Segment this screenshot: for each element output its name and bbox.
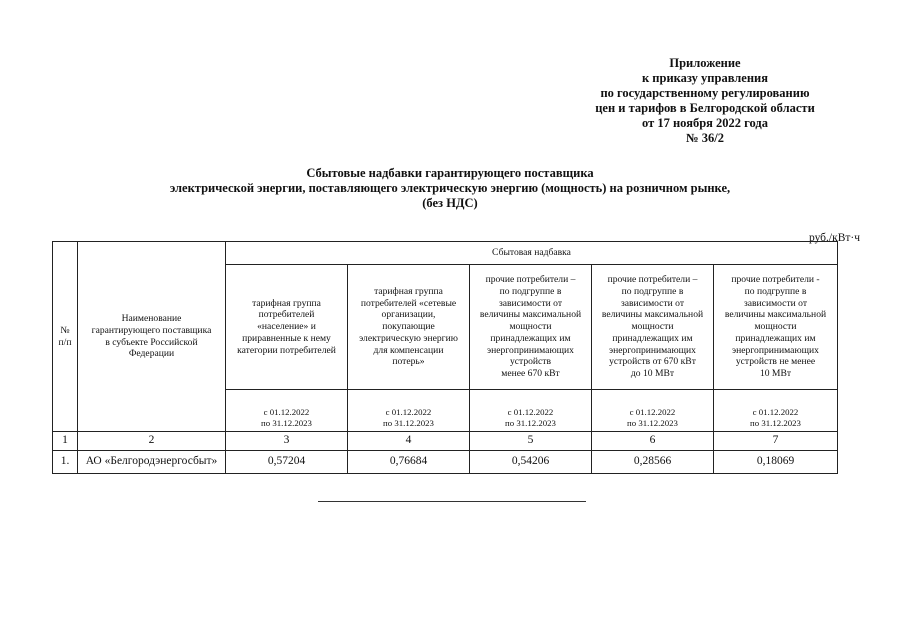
value-cell: 0,54206	[470, 451, 592, 474]
col-name-header: Наименование гарантирующего поставщика в субъекте Российской Федерации	[78, 242, 226, 432]
column-index-row	[53, 432, 838, 451]
value-cell: 0,57204	[226, 451, 348, 474]
title-line: электрической энергии, поставляющего электрическую энергию (мощность) на розничном рынке,	[169, 181, 731, 195]
column-index: 6	[592, 432, 714, 451]
period-cell: с 01.12.2022 по 31.12.2023	[226, 390, 348, 432]
value-cell: 0,76684	[348, 451, 470, 474]
appendix-block	[555, 56, 855, 146]
table-row	[53, 451, 838, 474]
column-index: 2	[78, 432, 226, 451]
subheader-population: тарифная группа потребителей «население» и приравненные к нему категории потребителей	[226, 265, 348, 390]
column-index: 5	[470, 432, 592, 451]
period-cell: с 01.12.2022 по 31.12.2023	[714, 390, 838, 432]
document-title	[90, 166, 810, 211]
appendix-line: по государственному регулированию	[600, 86, 810, 100]
period-cell: с 01.12.2022 по 31.12.2023	[348, 390, 470, 432]
title-line: Сбытовые надбавки гарантирующего поставщика	[306, 166, 594, 180]
appendix-line: цен и тарифов в Белгородской области	[595, 101, 815, 115]
subheader-grid-organizations: тарифная группа потребителей «сетевые организации, покупающие электрическую энергию для компенсации потерь»	[348, 265, 470, 390]
period-cell: с 01.12.2022 по 31.12.2023	[470, 390, 592, 432]
value-cell: 0,28566	[592, 451, 714, 474]
column-index: 7	[714, 432, 838, 451]
units-label: руб./кВт·ч	[808, 232, 860, 244]
subheader-other-670kw-10mw: прочие потребители – по подгруппе в зависимости от величины максимальной мощности принадлежащих им энергопринимающих устройств от 670 кВт до 10 МВт	[592, 265, 714, 390]
col-no-header: № п/п	[53, 242, 78, 432]
divider-line	[318, 501, 586, 502]
appendix-line: Приложение	[669, 56, 741, 70]
period-cell: с 01.12.2022 по 31.12.2023	[592, 390, 714, 432]
tariff-table	[52, 241, 838, 474]
column-index: 3	[226, 432, 348, 451]
column-index: 4	[348, 432, 470, 451]
subheader-other-over-10mw: прочие потребители - по подгруппе в зависимости от величины максимальной мощности принадлежащих им энергопринимающих устройств не менее 10 МВт	[714, 265, 838, 390]
row-number: 1.	[53, 451, 78, 474]
value-cell: 0,18069	[714, 451, 838, 474]
header-row	[53, 242, 838, 265]
column-index: 1	[53, 432, 78, 451]
supplier-name: АО «Белгородэнергосбыт»	[78, 451, 226, 474]
group-header: Сбытовая надбавка	[226, 242, 838, 265]
appendix-line: к приказу управления	[641, 71, 769, 85]
appendix-line: № 36/2	[686, 131, 724, 145]
title-line: (без НДС)	[422, 196, 478, 210]
appendix-line: от 17 ноября 2022 года	[642, 116, 768, 130]
subheader-other-under-670kw: прочие потребители – по подгруппе в зависимости от величины максимальной мощности принадлежащих им энергопринимающих устройств менее 670 кВт	[470, 265, 592, 390]
